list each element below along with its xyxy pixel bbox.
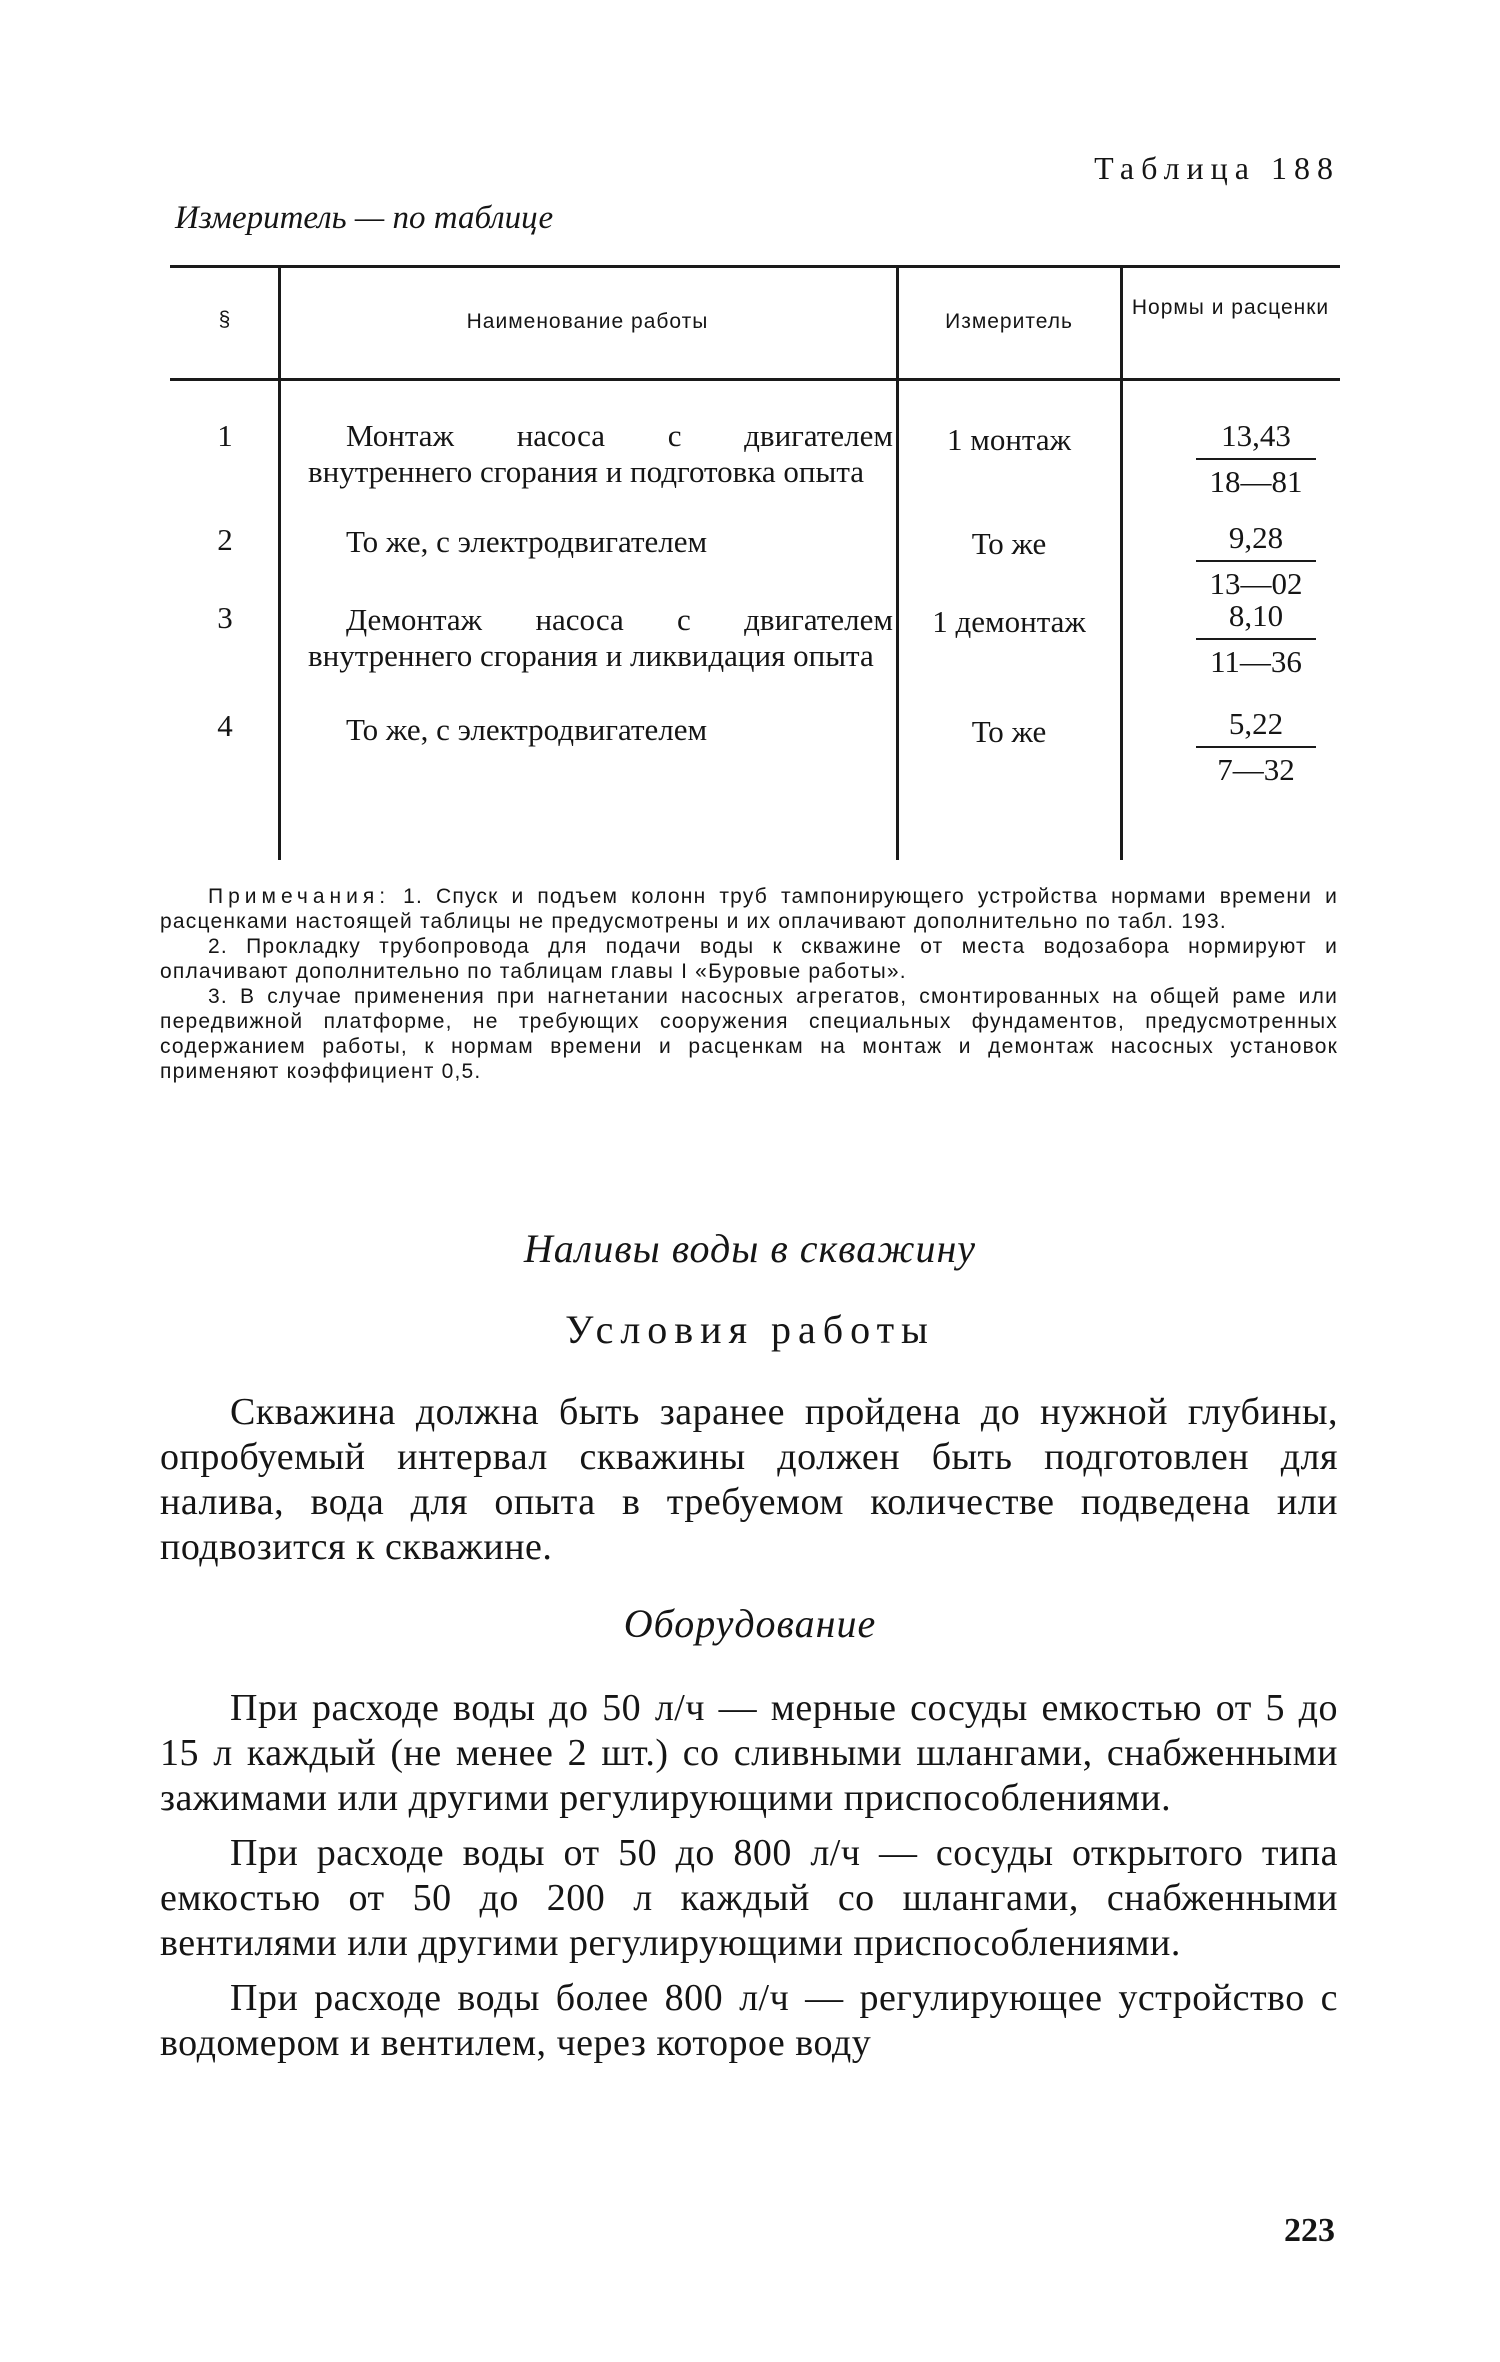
table-col-divider-3: [1120, 268, 1123, 860]
row-3-number: 3: [217, 600, 233, 635]
table-header-rule: [170, 378, 1340, 381]
table-col-divider-2: [896, 268, 899, 860]
header-section: §: [218, 308, 232, 331]
row-3-norm: [1196, 598, 1316, 680]
subsection-equipment: Оборудование: [623, 1601, 877, 1646]
notes-title: Примечания:: [208, 885, 391, 908]
row-3-measure: 1 демонтаж: [932, 604, 1086, 639]
row-2-norm: [1196, 520, 1316, 602]
conditions-paragraph: Скважина должна быть заранее пройдена до нужной глубины, опробуемый интервал скважины должен быть подготовлен для налива, вода для опыта в требуемом количестве подведена или подвозится к скважине.: [160, 1391, 1338, 1568]
table-number-label: Таблица 188: [1094, 150, 1340, 186]
equipment-paragraph-1: При расходе воды до 50 л/ч — мерные сосуды емкостью от 5 до 15 л каждый (не менее 2 шт.) со сливными шлангами, снабженными зажимами или другими регулирующими приспособлениями.: [160, 1687, 1338, 1819]
row-4-norm: [1196, 706, 1316, 788]
row-4-measure: То же: [971, 714, 1047, 749]
row-1-name: Монтаж насоса с двигателем внутреннего сгорания и подготовка опыта: [308, 418, 893, 489]
table-col-divider-1: [278, 268, 281, 860]
page-number: 223: [1284, 2212, 1335, 2249]
row-3-norm-time: 8,10: [1196, 598, 1316, 640]
row-1-number: 1: [217, 418, 233, 453]
row-4-norm-time: 5,22: [1196, 706, 1316, 748]
note-1: [160, 884, 1338, 934]
row-4-norm-price: 7—32: [1217, 752, 1295, 787]
subsection-conditions: Условия работы: [565, 1307, 935, 1352]
note-2: 2. Прокладку трубопровода для подачи воды к скважине от места водозабора нормируют и оплачивают дополнительно по таблицам главы I «Буровые работы».: [160, 935, 1338, 983]
conditions-text: [160, 1390, 1338, 1580]
row-1-norm: [1196, 418, 1316, 500]
row-3-norm-price: 11—36: [1210, 644, 1302, 679]
equipment-paragraph-2: При расходе воды от 50 до 800 л/ч — сосуды открытого типа емкостью от 50 до 200 л каждый со шлангами, снабженными вентилями или другими регулирующими приспособлениями.: [160, 1832, 1338, 1964]
row-1-norm-time: 13,43: [1196, 418, 1316, 460]
meter-label: Измеритель — по таблице: [175, 200, 554, 236]
row-4-number: 4: [217, 708, 233, 743]
table-notes: [160, 884, 1338, 1084]
note-3: 3. В случае применения при нагнетании насосных агрегатов, смонтированных на общей раме или передвижной платформе, не требующих сооружения специальных фундаментов, предусмотренных содержанием работы, к нормам времени и расценкам на монтаж и демонтаж насосных установок применяют коэффициент 0,5.: [160, 985, 1338, 1083]
equipment-text: [160, 1686, 1338, 2076]
table-top-rule: [170, 265, 1340, 268]
header-work-name: Наименование работы: [466, 310, 709, 333]
equipment-paragraph-3: При расходе воды более 800 л/ч — регулирующее устройство с водомером и вентилем, через которое воду: [160, 1977, 1338, 2064]
note-1-text: 1. Спуск и подъем колонн труб тампонирующего устройства нормами времени и расценками настоящей таблицы не предусмотрены и их оплачивают дополнительно по табл. 193.: [160, 885, 1338, 933]
section-title: Наливы воды в скважину: [523, 1226, 977, 1271]
row-3-name: Демонтаж насоса с двигателем внутреннего сгорания и ликвидация опыта: [308, 602, 893, 673]
row-1-norm-price: 18—81: [1209, 464, 1303, 499]
row-4-name: То же, с электродвигателем: [346, 712, 708, 747]
row-2-name: То же, с электродвигателем: [346, 524, 708, 559]
header-measure: Измеритель: [945, 310, 1073, 333]
row-2-norm-time: 9,28: [1196, 520, 1316, 562]
row-2-norm-price: 13—02: [1209, 566, 1303, 601]
row-2-measure: То же: [971, 526, 1047, 561]
row-2-number: 2: [217, 522, 233, 557]
row-1-measure: 1 монтаж: [946, 422, 1072, 457]
header-norms: Нормы и расценки: [1131, 296, 1330, 319]
